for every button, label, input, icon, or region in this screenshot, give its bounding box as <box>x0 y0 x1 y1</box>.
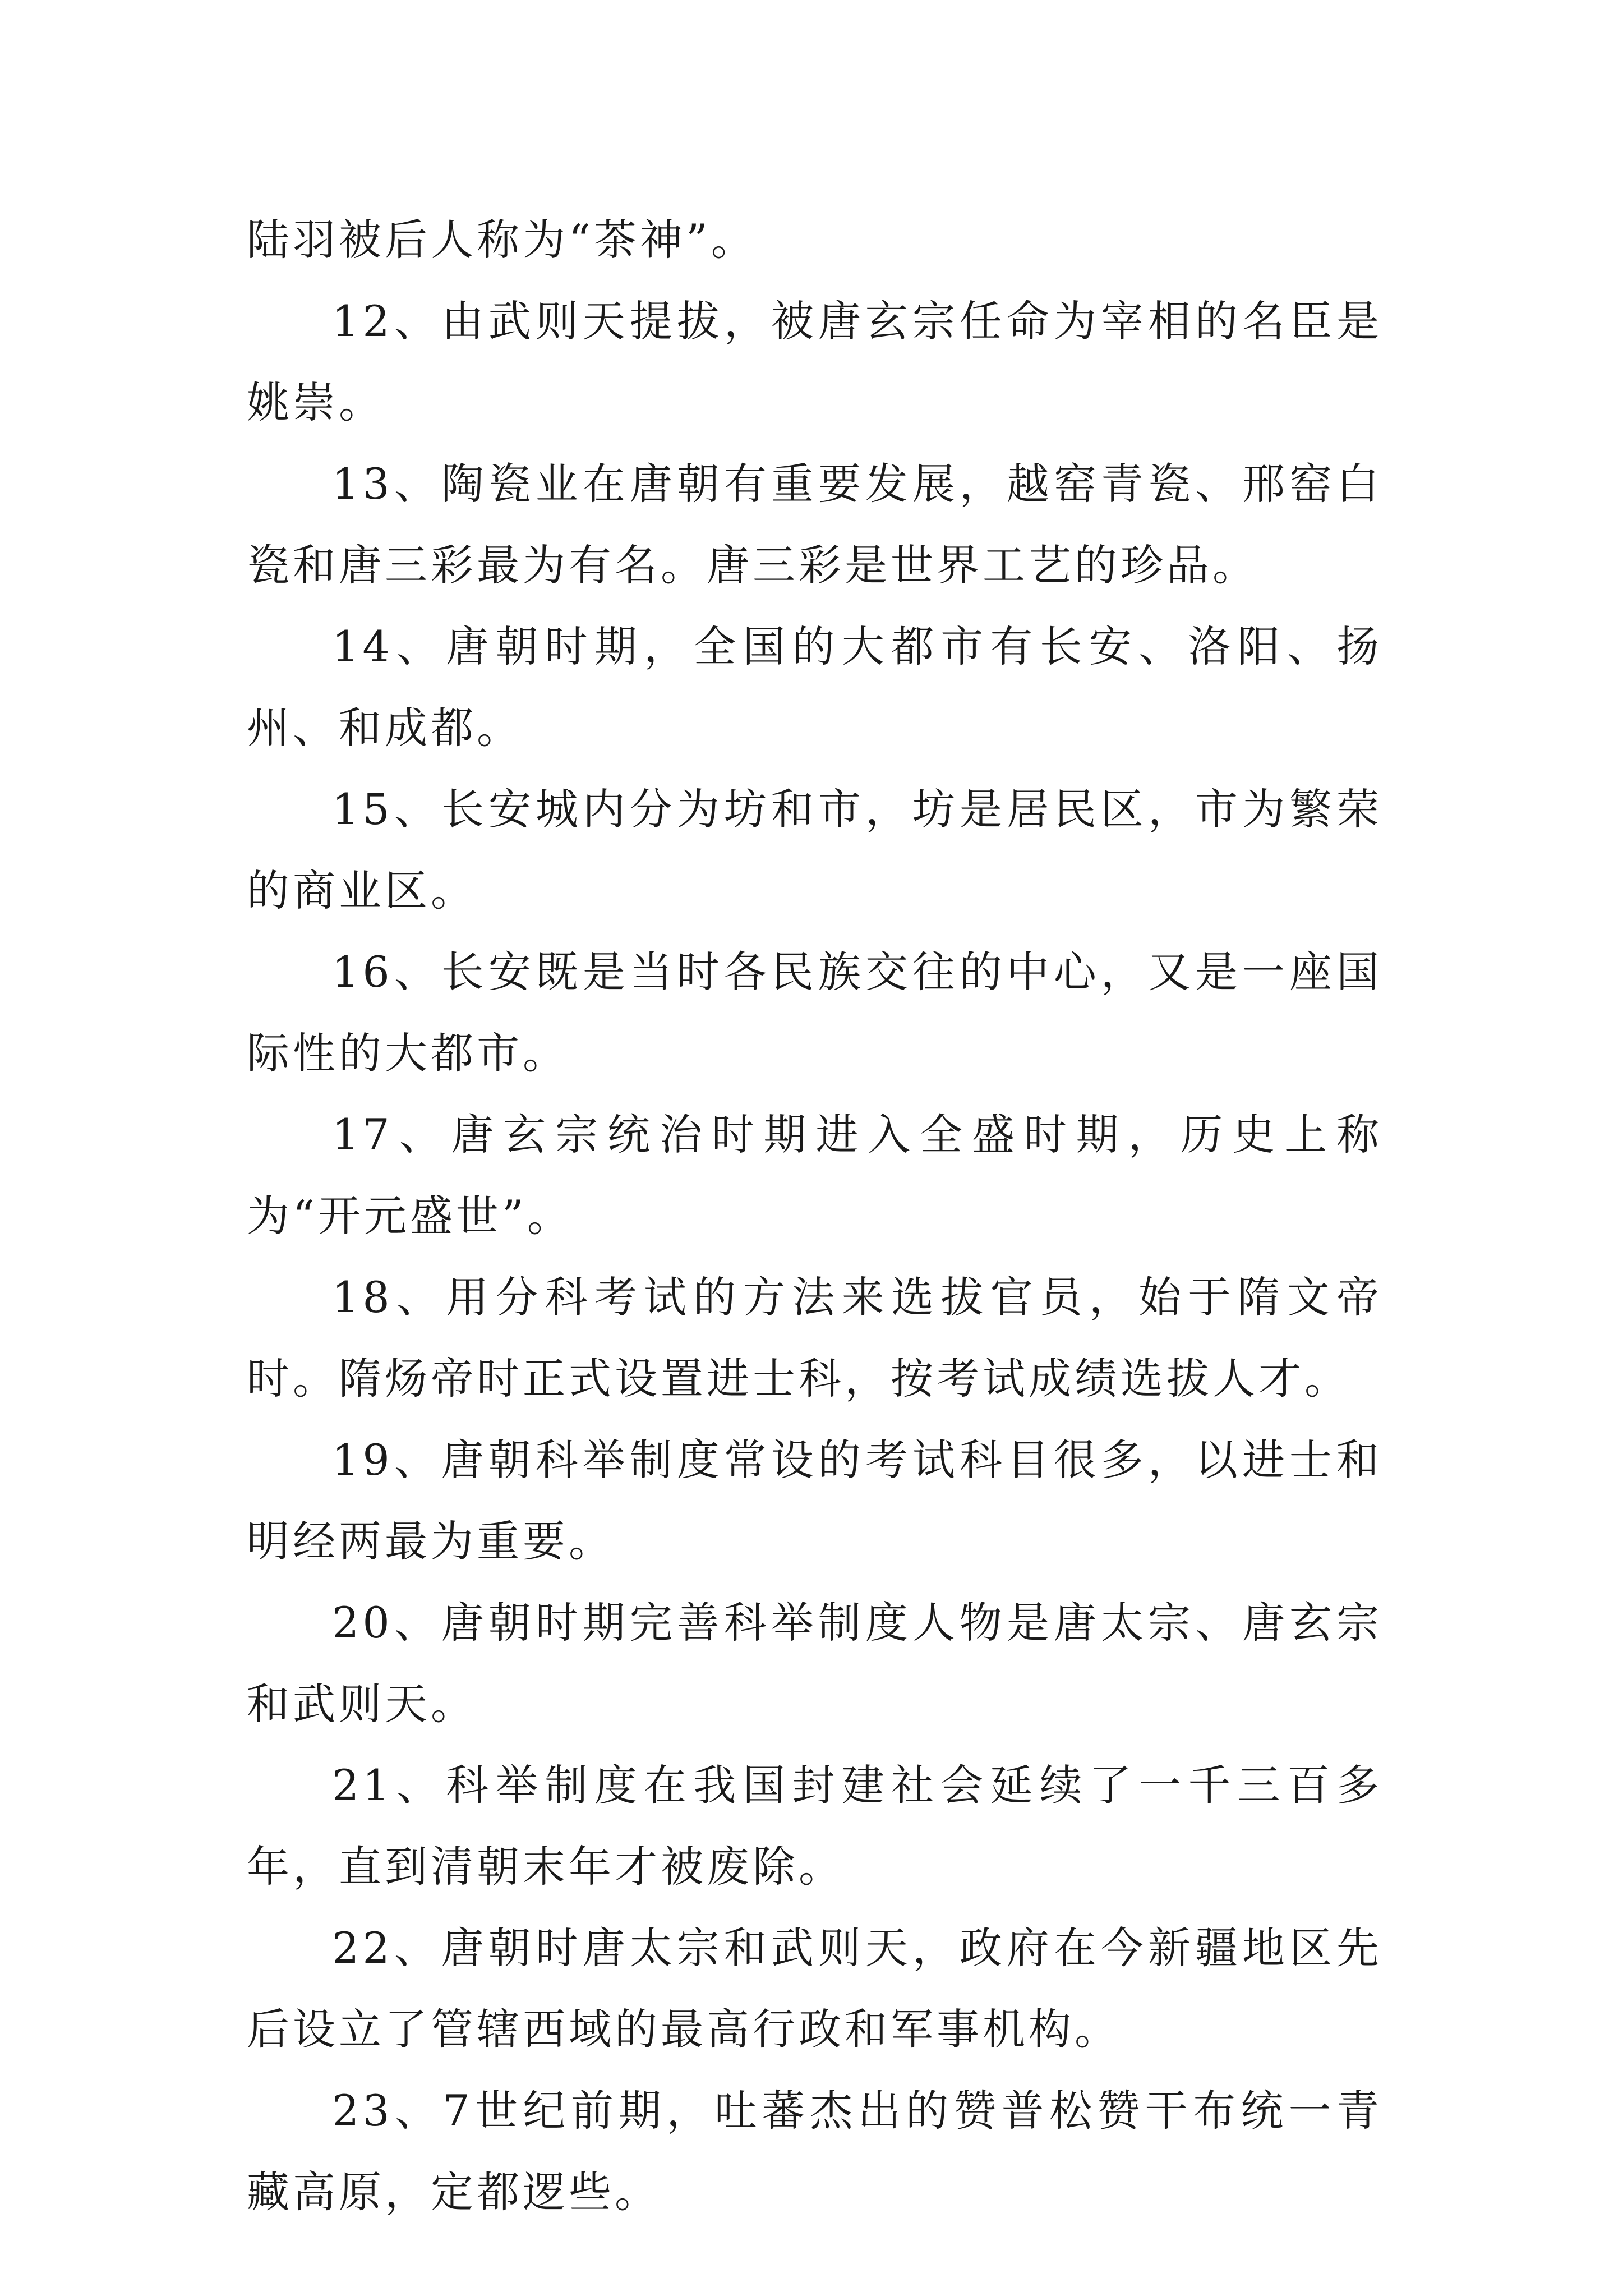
document-body <box>247 199 1382 2233</box>
paragraph: 20、唐朝时期完善科举制度人物是唐太宗、唐玄宗和武则天。 <box>247 1598 1382 1729</box>
paragraph: 18、用分科考试的方法来选拔官员，始于隋文帝时。隋炀帝时正式设置进士科，按考试成绩选拔人才。 <box>247 1272 1382 1404</box>
paragraph: 13、陶瓷业在唐朝有重要发展，越窑青瓷、邢窑白瓷和唐三彩最为有名。唐三彩是世界工艺的珍品。 <box>247 459 1382 590</box>
paragraph: 15、长安城内分为坊和市，坊是居民区，市为繁荣的商业区。 <box>247 784 1382 915</box>
paragraph: 22、唐朝时唐太宗和武则天，政府在今新疆地区先后设立了管辖西域的最高行政和军事机构。 <box>247 1923 1382 2054</box>
paragraph: 14、唐朝时期，全国的大都市有长安、洛阳、扬州、和成都。 <box>247 622 1382 753</box>
paragraph: 21、科举制度在我国封建社会延续了一千三百多年，直到清朝末年才被废除。 <box>247 1760 1382 1892</box>
paragraph: 17、唐玄宗统治时期进入全盛时期，历史上称为“开元盛世”。 <box>247 1110 1382 1241</box>
paragraph: 16、长安既是当时各民族交往的中心，又是一座国际性的大都市。 <box>247 947 1382 1078</box>
paragraph: 23、7世纪前期，吐蕃杰出的赞普松赞干布统一青藏高原，定都逻些。 <box>247 2086 1382 2217</box>
paragraph: 12、由武则天提拔，被唐玄宗任命为宰相的名臣是姚崇。 <box>247 296 1382 427</box>
paragraph: 19、唐朝科举制度常设的考试科目很多，以进士和明经两最为重要。 <box>247 1435 1382 1566</box>
paragraph: 陆羽被后人称为“茶神”。 <box>247 215 757 265</box>
